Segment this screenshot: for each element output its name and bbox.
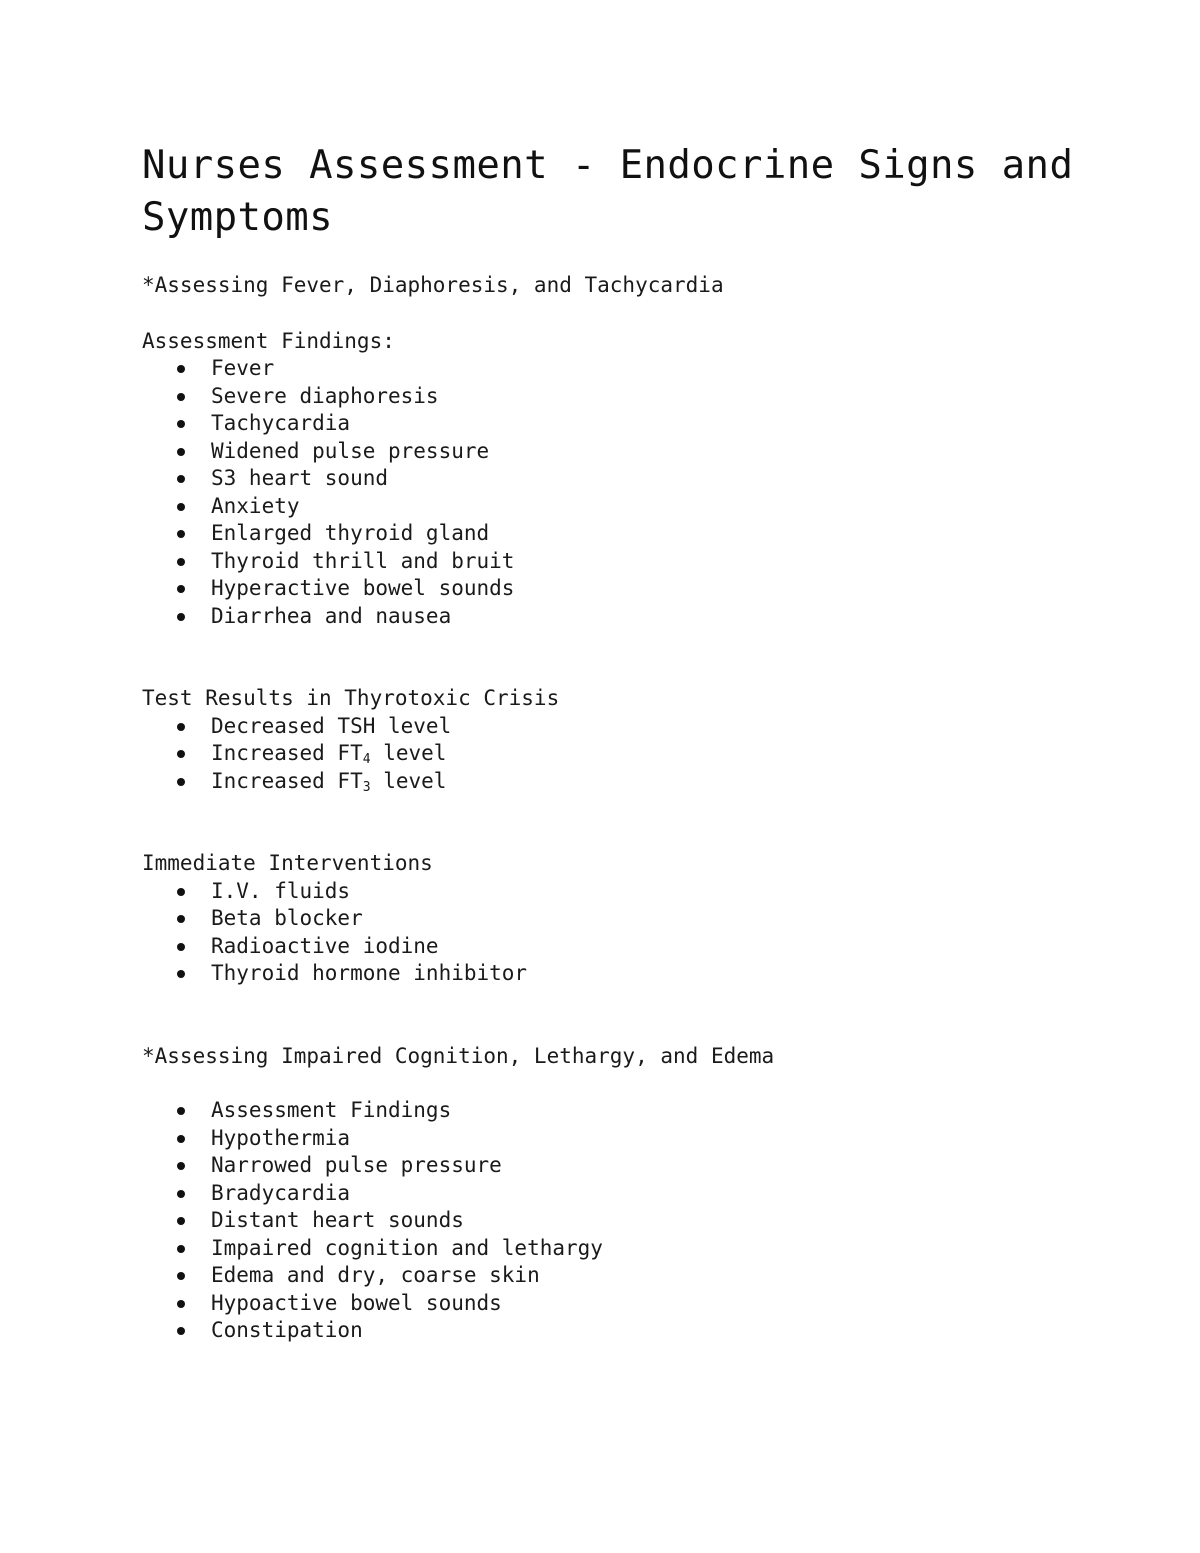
list-item: Beta blocker [142,905,1102,933]
list-item: Narrowed pulse pressure [142,1152,1102,1180]
list-item: Radioactive iodine [142,933,1102,961]
list-item: Impaired cognition and lethargy [142,1235,1102,1263]
list-item: Edema and dry, coarse skin [142,1262,1102,1290]
list-item: I.V. fluids [142,878,1102,906]
spacer [142,795,1102,850]
test-suffix: level [370,741,447,765]
list-item: Tachycardia [142,410,1102,438]
section1-tests-list [142,713,1102,796]
section2-findings-list [142,1097,1102,1345]
list-item: Distant heart sounds [142,1207,1102,1235]
list-item: Constipation [142,1317,1102,1345]
list-item: Enlarged thyroid gland [142,520,1102,548]
test-subscript: 4 [362,752,371,767]
list-item [142,768,1102,796]
list-item: Bradycardia [142,1180,1102,1208]
section1-heading: *Assessing Fever, Diaphoresis, and Tachycardia [142,273,724,297]
list-item: Hypoactive bowel sounds [142,1290,1102,1318]
test-text: Increased FT [211,741,363,765]
list-item: Thyroid hormone inhibitor [142,960,1102,988]
document-title: Nurses Assessment - Endocrine Signs and Symptoms [142,143,1074,240]
list-item: Hyperactive bowel sounds [142,575,1102,603]
list-item: Assessment Findings [142,1097,1102,1125]
section1-interventions-list [142,878,1102,988]
list-item: Diarrhea and nausea [142,603,1102,631]
spacer [142,1070,1102,1097]
test-suffix: level [370,768,447,793]
section2-heading: *Assessing Impaired Cognition, Lethargy, and Edema [142,1043,775,1068]
list-item: Fever [142,355,1102,383]
list-item: S3 heart sound [142,465,1102,493]
list-item: Hypothermia [142,1125,1102,1153]
list-item: Thyroid thrill and bruit [142,548,1102,576]
section1-tests-label: Test Results in Thyrotoxic Crisis [142,686,560,710]
test-subscript: 3 [362,779,371,795]
list-item: Anxiety [142,493,1102,521]
list-item: Widened pulse pressure [142,438,1102,466]
section1-findings-list [142,355,1102,630]
spacer [142,630,1102,685]
test-text: Decreased TSH level [211,713,452,738]
list-item [142,713,1102,741]
list-item: Severe diaphoresis [142,383,1102,411]
section1-findings-label: Assessment Findings: [142,328,395,353]
test-text: Increased FT [211,768,363,793]
list-item [142,740,1102,768]
document-page [142,140,1102,1345]
section1-interventions-label: Immediate Interventions [142,851,433,875]
spacer [142,988,1102,1043]
